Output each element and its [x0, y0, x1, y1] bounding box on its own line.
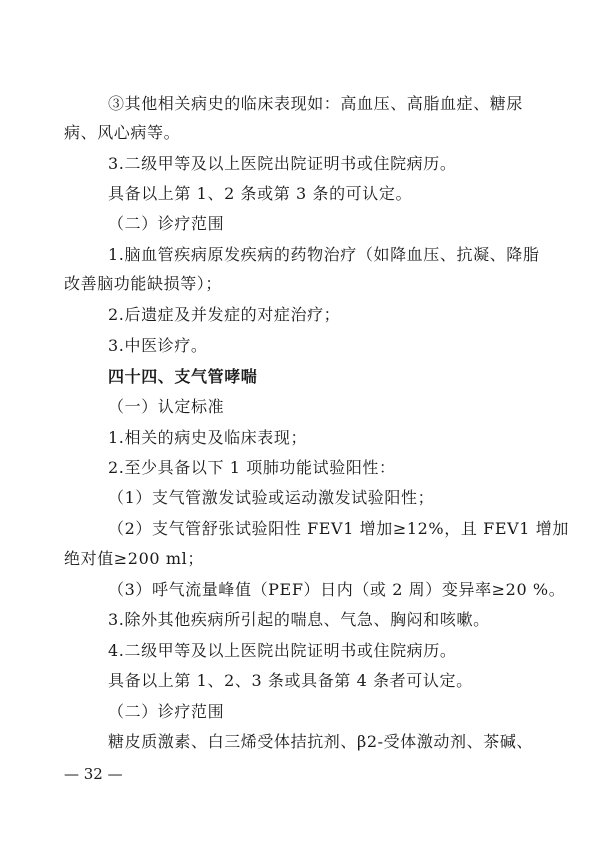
page-number: — 32 — [64, 765, 123, 783]
text-line-9: 3.中医诊疗。 [108, 336, 208, 355]
text-line-8: 2.后遗症及并发症的对症治疗； [108, 305, 341, 324]
text-line-17: （3）呼气流量峰值（PEF）日内（或 2 周）变异率≥20 %。 [108, 580, 566, 599]
section-heading-scope: （二）诊疗范围 [108, 214, 225, 233]
text-line-7: 改善脑功能缺损等）； [64, 274, 223, 293]
text-line-14: （1）支气管激发试验或运动激发试验阳性； [108, 488, 435, 507]
text-line-1: ③其他相关病史的临床表现如：高血压、高脂血症、糖尿 [108, 94, 524, 113]
text-line-18: 3.除外其他疾病所引起的喘息、气急、胸闷和咳嗽。 [108, 610, 490, 629]
text-line-3: 3.二级甲等及以上医院出院证明书或住院病历。 [108, 154, 457, 173]
text-line-6: 1.脑血管疾病原发疾病的药物治疗（如降血压、抗凝、降脂 [108, 245, 540, 264]
text-line-22: 糖皮质激素、白三烯受体拮抗剂、β2-受体激动剂、茶碱、 [108, 732, 534, 751]
text-line-16: 绝对值≥200 ml； [64, 549, 204, 568]
text-line-15: （2）支气管舒张试验阳性 FEV1 增加≥12%，且 FEV1 增加 [108, 519, 569, 538]
text-line-19: 4.二级甲等及以上医院出院证明书或住院病历。 [108, 641, 457, 660]
text-line-2: 病、风心病等。 [64, 123, 181, 142]
text-line-20: 具备以上第 1、2、3 条或具备第 4 条者可认定。 [108, 671, 473, 690]
section-heading-criteria: （一）认定标准 [108, 397, 225, 416]
text-line-13: 2.至少具备以下 1 项肺功能试验阳性： [108, 458, 396, 477]
section-heading-scope-2: （二）诊疗范围 [108, 702, 225, 721]
text-line-12: 1.相关的病史及临床表现； [108, 428, 308, 447]
text-line-4: 具备以上第 1、2 条或第 3 条的可认定。 [108, 184, 413, 203]
chapter-heading-asthma: 四十四、支气管哮喘 [108, 367, 258, 386]
